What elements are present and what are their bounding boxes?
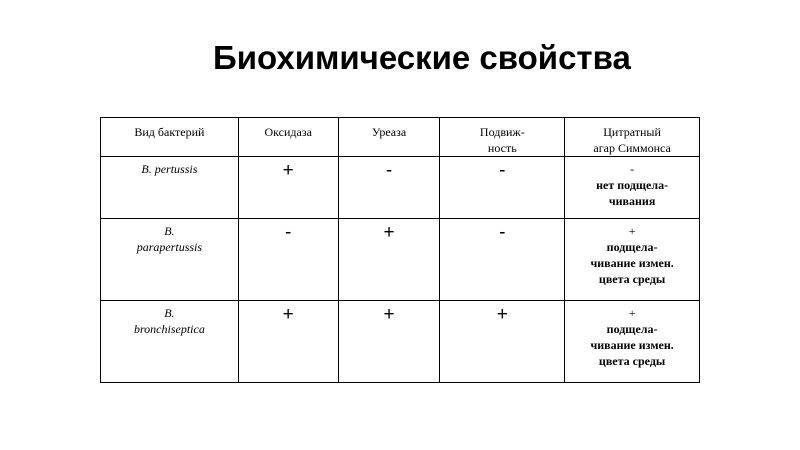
page-title: Биохимические свойства bbox=[213, 39, 631, 76]
header-oxidase-label: Оксидаза bbox=[264, 125, 312, 139]
species-cell bbox=[101, 301, 239, 383]
species-name-line2: parapertussis bbox=[136, 240, 203, 254]
species-name-line1: B. bbox=[164, 306, 175, 320]
header-motility-label-line1: Подвиж- bbox=[479, 125, 525, 139]
urease-cell bbox=[338, 219, 440, 301]
motility-cell bbox=[440, 301, 565, 383]
header-citrate-label-line2: агар Симмонса bbox=[593, 141, 671, 155]
header-oxidase bbox=[238, 118, 338, 157]
citrate-sign: + bbox=[628, 224, 636, 238]
urease-cell bbox=[338, 301, 440, 383]
oxidase-value: + bbox=[282, 160, 294, 181]
motility-value: - bbox=[499, 222, 506, 243]
header-motility bbox=[440, 118, 565, 157]
header-citrate bbox=[565, 118, 700, 157]
oxidase-value: + bbox=[282, 304, 294, 325]
urease-value: + bbox=[383, 304, 395, 325]
motility-cell bbox=[440, 157, 565, 219]
header-urease-label: Уреаза bbox=[371, 125, 407, 139]
citrate-sign: - bbox=[630, 162, 635, 176]
citrate-text-line1: подщела- bbox=[606, 240, 658, 254]
table-row bbox=[101, 219, 700, 301]
header-species-label: Вид бактерий bbox=[134, 125, 205, 139]
biochemical-properties-table bbox=[100, 117, 700, 383]
citrate-text-line3: цвета среды bbox=[598, 272, 666, 286]
species-name-line1: B. bbox=[164, 224, 175, 238]
citrate-cell bbox=[565, 219, 700, 301]
oxidase-value: - bbox=[285, 222, 292, 243]
motility-value: - bbox=[499, 160, 506, 181]
species-cell bbox=[101, 157, 239, 219]
oxidase-cell bbox=[238, 301, 338, 383]
urease-cell bbox=[338, 157, 440, 219]
citrate-cell bbox=[565, 301, 700, 383]
header-motility-label-line2: ность bbox=[487, 141, 517, 155]
table-header-row bbox=[101, 118, 700, 157]
citrate-text-line1: нет подщела- bbox=[596, 178, 669, 192]
species-name-line2: bronchiseptica bbox=[133, 322, 205, 336]
citrate-text-line2: чивание измен. bbox=[590, 256, 674, 270]
table-row bbox=[101, 157, 700, 219]
header-species bbox=[101, 118, 239, 157]
citrate-text-line3: цвета среды bbox=[598, 354, 666, 368]
table-row bbox=[101, 301, 700, 383]
urease-value: + bbox=[383, 222, 395, 243]
citrate-text-line2: чивания bbox=[608, 194, 656, 208]
citrate-sign: + bbox=[628, 306, 636, 320]
motility-value: + bbox=[496, 304, 508, 325]
species-name: B. pertussis bbox=[141, 162, 198, 176]
urease-value: - bbox=[385, 160, 393, 181]
oxidase-cell bbox=[238, 219, 338, 301]
oxidase-cell bbox=[238, 157, 338, 219]
citrate-text-line2: чивание измен. bbox=[590, 338, 674, 352]
header-urease bbox=[338, 118, 440, 157]
motility-cell bbox=[440, 219, 565, 301]
citrate-text-line1: подщела- bbox=[606, 322, 658, 336]
citrate-cell bbox=[565, 157, 700, 219]
header-citrate-label-line1: Цитратный bbox=[603, 125, 661, 139]
species-cell bbox=[101, 219, 239, 301]
